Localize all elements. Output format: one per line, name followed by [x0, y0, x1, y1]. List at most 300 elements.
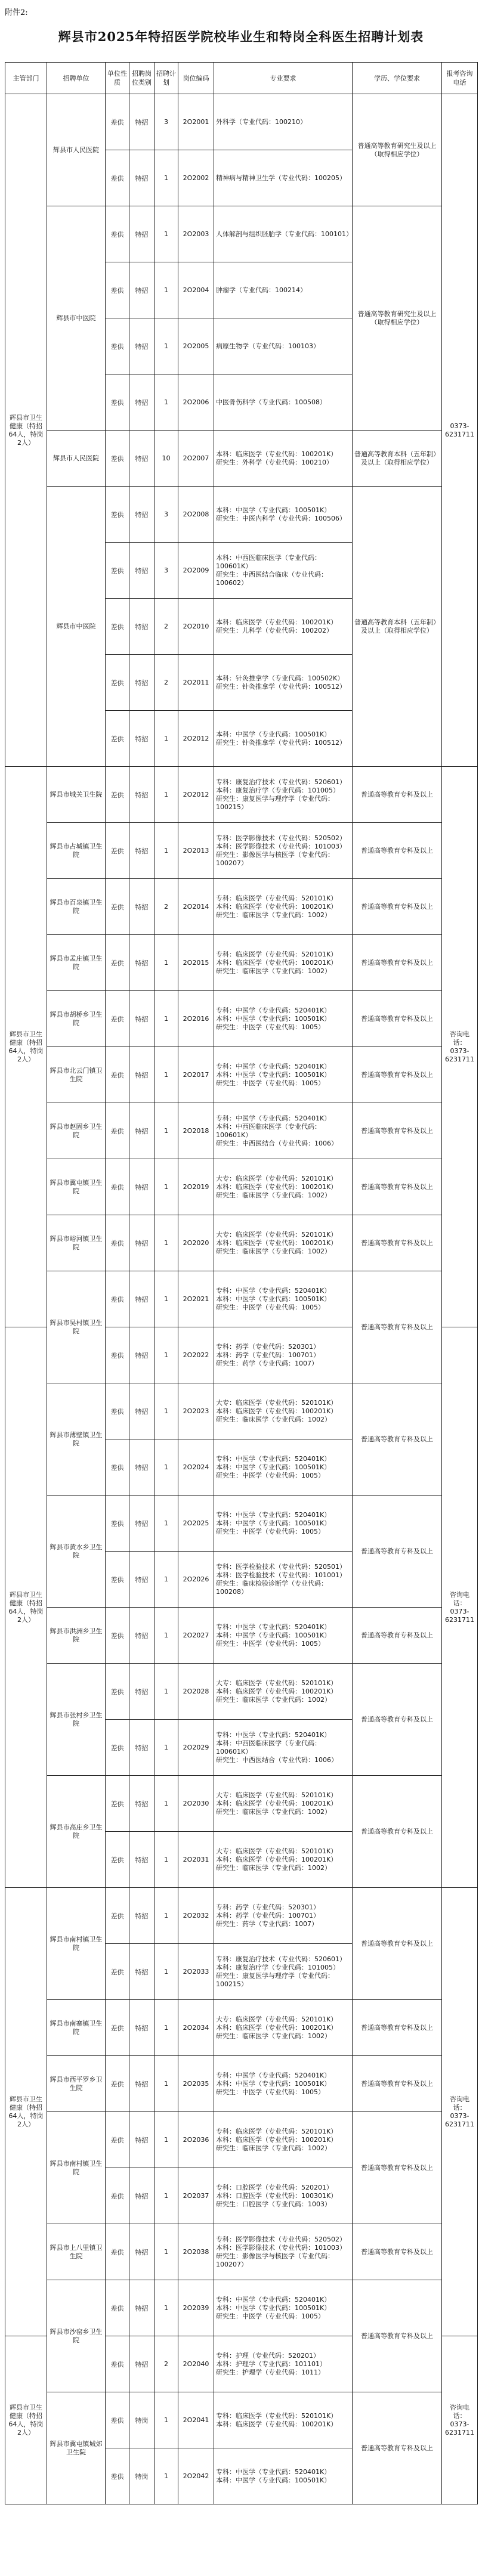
unit-cell: 辉县市南村镇卫生院: [47, 2112, 106, 2224]
nature-cell: 差供: [106, 767, 129, 823]
type-cell: 特招: [129, 1832, 155, 1888]
type-cell: 特招: [129, 2168, 155, 2224]
nature-cell: 差供: [106, 991, 129, 1047]
plan-cell: 1: [155, 2392, 178, 2448]
phone-cell: 0373-6231711: [442, 94, 478, 767]
dept-cell: 辉县市卫生健康（特招64人，特岗2人）: [5, 1327, 47, 1888]
plan-cell: 1: [155, 1271, 178, 1327]
nature-cell: 差供: [106, 599, 129, 655]
unit-cell: 辉县市城关卫生院: [47, 767, 106, 823]
col-header-type: 招聘岗位类别: [129, 63, 155, 94]
nature-cell: 差供: [106, 1496, 129, 1552]
unit-cell: 辉县市上八里镇卫生院: [47, 2224, 106, 2280]
major-cell: 专科：中医学（专业代码：520401K） 本科：中医学（专业代码：100501K） 研究生：中医学（专业代码：1005）: [214, 1496, 353, 1552]
edu-cell: 普通高等教育本科（五年制）及以上（取得相应学位）: [353, 487, 442, 767]
major-cell: 专科：康复治疗技术（专业代码：520601） 本科：康复治疗学（专业代码：101005） 研究生：康复医学与理疗学（专业代码：100215）: [214, 767, 353, 823]
edu-cell: 普通高等教育专科及以上: [353, 1215, 442, 1271]
table-row: [5, 1776, 478, 1832]
major-cell: 本科：中西医临床医学（专业代码：100601K） 研究生：中西医结合临床（专业代码：100602）: [214, 543, 353, 599]
nature-cell: 差供: [106, 2224, 129, 2280]
major-cell: 精神病与精神卫生学（专业代码：100205）: [214, 150, 353, 206]
major-cell: 专科：护理（专业代码：520201） 本科：护理学（专业代码：101101） 研究生：护理学（专业代码：1011）: [214, 2336, 353, 2392]
code-cell: 2O2025: [178, 1496, 214, 1552]
plan-cell: 1: [155, 1215, 178, 1271]
code-cell: 2O2012: [178, 711, 214, 767]
nature-cell: 差供: [106, 1215, 129, 1271]
nature-cell: 差供: [106, 1159, 129, 1215]
plan-cell: 2: [155, 2336, 178, 2392]
col-header-plan: 招聘计划: [155, 63, 178, 94]
code-cell: 2O2019: [178, 1159, 214, 1215]
plan-cell: 1: [155, 1720, 178, 1776]
table-row: [5, 94, 478, 150]
unit-cell: 辉县市北云门镇卫生院: [47, 1047, 106, 1103]
dept-cell: 辉县市卫生健康（特招64人，特岗2人）: [5, 94, 47, 767]
nature-cell: 差供: [106, 262, 129, 318]
nature-cell: 差供: [106, 711, 129, 767]
table-row: [5, 1159, 478, 1215]
nature-cell: 差供: [106, 1383, 129, 1439]
edu-cell: 普通高等教育专科及以上: [353, 2224, 442, 2280]
code-cell: 2O2027: [178, 1608, 214, 1664]
plan-cell: 10: [155, 431, 178, 487]
edu-cell: 普通高等教育研究生及以上（取得相应学位）: [353, 206, 442, 431]
edu-cell: 普通高等教育专科及以上: [353, 2056, 442, 2112]
type-cell: 特招: [129, 935, 155, 991]
type-cell: 特招: [129, 94, 155, 150]
nature-cell: 差供: [106, 1439, 129, 1496]
code-cell: 2O2040: [178, 2336, 214, 2392]
table-row: [5, 1103, 478, 1159]
major-cell: 大专：临床医学（专业代码：520101K） 本科：临床医学（专业代码：100201K） 研究生：临床医学（专业代码：1002）: [214, 1159, 353, 1215]
edu-cell: 普通高等教育专科及以上: [353, 1047, 442, 1103]
major-cell: 本科：针灸推拿学（专业代码：100502K） 研究生：针灸推拿学（专业代码：100512）: [214, 655, 353, 711]
code-cell: 2O2004: [178, 262, 214, 318]
table-row: [5, 879, 478, 935]
table-row: [5, 1888, 478, 1944]
code-cell: 2O2008: [178, 487, 214, 543]
major-cell: 病原生物学（专业代码：100103）: [214, 318, 353, 374]
code-cell: 2O2033: [178, 1944, 214, 2000]
col-header-phone: 报考咨询电话: [442, 63, 478, 94]
nature-cell: 差供: [106, 2112, 129, 2168]
plan-cell: 1: [155, 1832, 178, 1888]
type-cell: 特招: [129, 991, 155, 1047]
type-cell: 特招: [129, 1888, 155, 1944]
major-cell: 肿瘤学（专业代码：100214）: [214, 262, 353, 318]
edu-cell: 普通高等教育专科及以上: [353, 935, 442, 991]
unit-cell: 辉县市中医院: [47, 206, 106, 431]
type-cell: 特招: [129, 879, 155, 935]
major-cell: 本科：中医学（专业代码：100501K） 研究生：中医内科学（专业代码：100506）: [214, 487, 353, 543]
nature-cell: 差供: [106, 879, 129, 935]
table-row: [5, 1383, 478, 1439]
nature-cell: 差供: [106, 543, 129, 599]
edu-cell: 普通高等教育专科及以上: [353, 1383, 442, 1496]
plan-cell: 1: [155, 1047, 178, 1103]
code-cell: 2O2018: [178, 1103, 214, 1159]
code-cell: 2O2023: [178, 1383, 214, 1439]
nature-cell: 差供: [106, 2056, 129, 2112]
nature-cell: 差供: [106, 1271, 129, 1327]
plan-cell: 1: [155, 1888, 178, 1944]
plan-cell: 1: [155, 935, 178, 991]
table-row: [5, 2000, 478, 2056]
plan-cell: 1: [155, 1552, 178, 1608]
table-row: [5, 487, 478, 543]
code-cell: 2O2016: [178, 991, 214, 1047]
major-cell: 专科：医学检验技术（专业代码：520501） 本科：医学检验技术（专业代码：101001） 研究生：临床检验诊断学（专业代码：100208）: [214, 1552, 353, 1608]
type-cell: 特招: [129, 1159, 155, 1215]
major-cell: 大专：临床医学（专业代码：520101K） 本科：临床医学（专业代码：100201K） 研究生：临床医学（专业代码：1002）: [214, 1776, 353, 1832]
nature-cell: 差供: [106, 150, 129, 206]
plan-cell: 1: [155, 2112, 178, 2168]
col-header-dept: 主管部门: [5, 63, 47, 94]
code-cell: 2O2030: [178, 1776, 214, 1832]
unit-cell: 辉县市高庄乡卫生院: [47, 1776, 106, 1888]
unit-cell: 辉县市薄壁镇卫生院: [47, 1383, 106, 1496]
nature-cell: 差供: [106, 655, 129, 711]
code-cell: 2O2038: [178, 2224, 214, 2280]
code-cell: 2O2014: [178, 879, 214, 935]
nature-cell: 差供: [106, 1608, 129, 1664]
major-cell: 专科：中医学（专业代码：520401K） 本科：中医学（专业代码：100501K） 研究生：中医学（专业代码：1005）: [214, 1608, 353, 1664]
nature-cell: 差供: [106, 1327, 129, 1383]
major-cell: 专科：医学影像技术（专业代码：520502） 本科：医学影像技术（专业代码：101003） 研究生：影像医学与核医学（专业代码：100207）: [214, 2224, 353, 2280]
page-title: 辉县市2025年特招医学院校毕业生和特岗全科医生招聘计划表: [58, 29, 424, 44]
major-cell: 专科：中医学（专业代码：520401K） 本科：中医学（专业代码：100501K） 研究生：中医学（专业代码：1005）: [214, 2056, 353, 2112]
type-cell: 特招: [129, 2112, 155, 2168]
nature-cell: 差供: [106, 2336, 129, 2392]
edu-cell: 普通高等教育本科（五年制）及以上（取得相应学位）: [353, 431, 442, 487]
plan-cell: 1: [155, 1159, 178, 1215]
plan-cell: 1: [155, 1608, 178, 1664]
col-header-unit: 招聘单位: [47, 63, 106, 94]
major-cell: 本科：临床医学（专业代码：100201K） 研究生：儿科学（专业代码：100202）: [214, 599, 353, 655]
unit-cell: 辉县市中医院: [47, 487, 106, 767]
code-cell: 2O2020: [178, 1215, 214, 1271]
code-cell: 2O2029: [178, 1720, 214, 1776]
plan-cell: 3: [155, 487, 178, 543]
plan-cell: 1: [155, 206, 178, 262]
plan-cell: 1: [155, 1664, 178, 1720]
table-row: [5, 1608, 478, 1664]
unit-cell: 辉县市冀屯镇卫生院: [47, 1159, 106, 1215]
code-cell: 2O2010: [178, 599, 214, 655]
unit-cell: 辉县市冀屯镇城郊卫生院: [47, 2392, 106, 2504]
plan-cell: 1: [155, 1776, 178, 1832]
code-cell: 2O2042: [178, 2448, 214, 2504]
attachment-label: 附件2:: [5, 8, 28, 17]
plan-cell: 2: [155, 599, 178, 655]
edu-cell: 普通高等教育专科及以上: [353, 823, 442, 879]
major-cell: 专科：药学（专业代码：520301） 本科：药学（专业代码：100701） 研究生：药学（专业代码：1007）: [214, 1327, 353, 1383]
type-cell: 特招: [129, 1608, 155, 1664]
unit-cell: 辉县市黄水乡卫生院: [47, 1496, 106, 1608]
unit-cell: 辉县市占城镇卫生院: [47, 823, 106, 879]
major-cell: 专科：中医学（专业代码：520401K） 本科：中医学（专业代码：100501K） 研究生：中医学（专业代码：1005）: [214, 2280, 353, 2336]
edu-cell: 普通高等教育专科及以上: [353, 1664, 442, 1776]
table-row: [5, 206, 478, 262]
type-cell: 特招: [129, 1776, 155, 1832]
type-cell: 特招: [129, 543, 155, 599]
code-cell: 2O2036: [178, 2112, 214, 2168]
unit-cell: 辉县市南村镇卫生院: [47, 1888, 106, 2000]
table-row: [5, 431, 478, 487]
col-header-nature: 单位性质: [106, 63, 129, 94]
table-row: [5, 2280, 478, 2336]
type-cell: 特招: [129, 599, 155, 655]
major-cell: 专科：中医学（专业代码：520401K） 本科：中医学（专业代码：100501K） 研究生：中医学（专业代码：1005）: [214, 1439, 353, 1496]
plan-cell: 2: [155, 655, 178, 711]
plan-cell: 1: [155, 1103, 178, 1159]
code-cell: 2O2024: [178, 1439, 214, 1496]
edu-cell: 普通高等教育专科及以上: [353, 2392, 442, 2504]
nature-cell: 差供: [106, 2000, 129, 2056]
code-cell: 2O2011: [178, 655, 214, 711]
major-cell: 人体解剖与组织胚胎学（专业代码：100101）: [214, 206, 353, 262]
phone-cell: 咨询电话：0373-6231711: [442, 767, 478, 1327]
unit-cell: 辉县市峪河镇卫生院: [47, 1215, 106, 1271]
edu-cell: 普通高等教育专科及以上: [353, 1776, 442, 1888]
major-cell: 专科：中医学（专业代码：520401K） 本科：中医学（专业代码：100501K） 研究生：中医学（专业代码：1005）: [214, 991, 353, 1047]
nature-cell: 差供: [106, 2168, 129, 2224]
major-cell: 专科：中医学（专业代码：520401K） 本科：中西医临床医学（专业代码：100601K） 研究生：中西医结合（专业代码：1006）: [214, 1720, 353, 1776]
type-cell: 特招: [129, 2224, 155, 2280]
plan-cell: 1: [155, 2000, 178, 2056]
nature-cell: 差供: [106, 1720, 129, 1776]
unit-cell: 辉县市赵固乡卫生院: [47, 1103, 106, 1159]
plan-cell: 1: [155, 1383, 178, 1439]
nature-cell: 差供: [106, 206, 129, 262]
unit-cell: 辉县市西平罗乡卫生院: [47, 2056, 106, 2112]
code-cell: 2O2006: [178, 374, 214, 431]
table-row: [5, 1664, 478, 1720]
col-header-major: 专业要求: [214, 63, 353, 94]
plan-cell: 1: [155, 1944, 178, 2000]
major-cell: 专科：临床医学（专业代码：520101K） 本科：临床医学（专业代码：100201K） 研究生：临床医学（专业代码：1002）: [214, 2112, 353, 2168]
table-row: [5, 1496, 478, 1552]
code-cell: 2O2007: [178, 431, 214, 487]
plan-cell: 1: [155, 150, 178, 206]
code-cell: 2O2003: [178, 206, 214, 262]
major-cell: 大专：临床医学（专业代码：520101K） 本科：临床医学（专业代码：100201K） 研究生：临床医学（专业代码：1002）: [214, 1215, 353, 1271]
nature-cell: 差供: [106, 935, 129, 991]
unit-cell: 辉县市沙窑乡卫生院: [47, 2280, 106, 2392]
type-cell: 特招: [129, 431, 155, 487]
unit-cell: 辉县市吴村镇卫生院: [47, 1271, 106, 1383]
code-cell: 2O2039: [178, 2280, 214, 2336]
table-row: [5, 2112, 478, 2168]
code-cell: 2O2001: [178, 94, 214, 150]
plan-cell: 1: [155, 2280, 178, 2336]
dept-cell: 辉县市卫生健康（特招64人，特岗2人）: [5, 1888, 47, 2336]
unit-cell: 辉县市孟庄镇卫生院: [47, 935, 106, 991]
type-cell: 特招: [129, 2280, 155, 2336]
plan-cell: 1: [155, 2168, 178, 2224]
code-cell: 2O2035: [178, 2056, 214, 2112]
code-cell: 2O2005: [178, 318, 214, 374]
type-cell: 特招: [129, 1215, 155, 1271]
table-row: [5, 767, 478, 823]
nature-cell: 差供: [106, 94, 129, 150]
plan-cell: 1: [155, 2056, 178, 2112]
type-cell: 特招: [129, 1496, 155, 1552]
type-cell: 特招: [129, 1327, 155, 1383]
nature-cell: 差供: [106, 2280, 129, 2336]
table-row: [5, 1271, 478, 1327]
nature-cell: 差供: [106, 374, 129, 431]
type-cell: 特招: [129, 1439, 155, 1496]
unit-cell: 辉县市百泉镇卫生院: [47, 879, 106, 935]
code-cell: 2O2022: [178, 1327, 214, 1383]
edu-cell: 普通高等教育专科及以上: [353, 2280, 442, 2392]
edu-cell: 普通高等教育专科及以上: [353, 879, 442, 935]
type-cell: 特招: [129, 1664, 155, 1720]
type-cell: 特招: [129, 1103, 155, 1159]
unit-cell: 辉县市南寨镇卫生院: [47, 2000, 106, 2056]
code-cell: 2O2009: [178, 543, 214, 599]
recruitment-table: [5, 62, 478, 2504]
plan-cell: 1: [155, 991, 178, 1047]
type-cell: 特招: [129, 2056, 155, 2112]
plan-cell: 1: [155, 823, 178, 879]
plan-cell: 1: [155, 2224, 178, 2280]
type-cell: 特招: [129, 1720, 155, 1776]
major-cell: 专科：临床医学（专业代码：520101K） 本科：临床医学（专业代码：100201K） 研究生：临床医学（专业代码：1002）: [214, 935, 353, 991]
type-cell: 特招: [129, 374, 155, 431]
plan-cell: 1: [155, 1327, 178, 1383]
edu-cell: 普通高等教育专科及以上: [353, 1496, 442, 1608]
nature-cell: 差供: [106, 1776, 129, 1832]
nature-cell: 差供: [106, 1047, 129, 1103]
nature-cell: 差供: [106, 431, 129, 487]
plan-cell: 2: [155, 879, 178, 935]
code-cell: 2O2026: [178, 1552, 214, 1608]
nature-cell: 差供: [106, 2392, 129, 2448]
edu-cell: 普通高等教育研究生及以上（取得相应学位）: [353, 94, 442, 206]
code-cell: 2O2002: [178, 150, 214, 206]
unit-cell: 辉县市人民医院: [47, 94, 106, 206]
major-cell: 大专：临床医学（专业代码：520101K） 本科：临床医学（专业代码：100201K） 研究生：临床医学（专业代码：1002）: [214, 1832, 353, 1888]
edu-cell: 普通高等教育专科及以上: [353, 767, 442, 823]
type-cell: 特招: [129, 655, 155, 711]
plan-cell: 3: [155, 543, 178, 599]
plan-cell: 1: [155, 374, 178, 431]
type-cell: 特招: [129, 1383, 155, 1439]
type-cell: 特招: [129, 1271, 155, 1327]
edu-cell: 普通高等教育专科及以上: [353, 1888, 442, 2000]
code-cell: 2O2037: [178, 2168, 214, 2224]
nature-cell: 差供: [106, 487, 129, 543]
major-cell: 大专：临床医学（专业代码：520101K） 本科：临床医学（专业代码：100201K） 研究生：临床医学（专业代码：1002）: [214, 1383, 353, 1439]
col-header-code: 岗位编码: [178, 63, 214, 94]
major-cell: 专科：中医学（专业代码：520401K） 本科：中医学（专业代码：100501K） 研究生：中医学（专业代码：1005）: [214, 1271, 353, 1327]
nature-cell: 差供: [106, 823, 129, 879]
major-cell: 大专：临床医学（专业代码：520101K） 本科：临床医学（专业代码：100201K） 研究生：临床医学（专业代码：1002）: [214, 1664, 353, 1720]
major-cell: 专科：口腔医学（专业代码：520201） 本科：口腔医学（专业代码：100301K） 研究生：口腔医学（专业代码：1003）: [214, 2168, 353, 2224]
plan-cell: 1: [155, 318, 178, 374]
nature-cell: 差供: [106, 318, 129, 374]
type-cell: 特招: [129, 150, 155, 206]
type-cell: 特招: [129, 2000, 155, 2056]
major-cell: 中医骨伤科学（专业代码：100508）: [214, 374, 353, 431]
type-cell: 特招: [129, 318, 155, 374]
phone-cell: 咨询电话：0373-6231711: [442, 1888, 478, 2336]
type-cell: 特招: [129, 1552, 155, 1608]
plan-cell: 1: [155, 1496, 178, 1552]
type-cell: 特岗: [129, 2392, 155, 2448]
type-cell: 特招: [129, 2336, 155, 2392]
plan-cell: 1: [155, 711, 178, 767]
plan-cell: 1: [155, 1439, 178, 1496]
dept-cell: 辉县市卫生健康（特招64人，特岗2人）: [5, 767, 47, 1327]
type-cell: 特招: [129, 823, 155, 879]
edu-cell: 普通高等教育专科及以上: [353, 1103, 442, 1159]
code-cell: 2O2017: [178, 1047, 214, 1103]
phone-cell: 咨询电话：0373-6231711: [442, 2336, 478, 2504]
nature-cell: 差供: [106, 2448, 129, 2504]
code-cell: 2O2041: [178, 2392, 214, 2448]
major-cell: 外科学（专业代码：100210）: [214, 94, 353, 150]
type-cell: 特招: [129, 262, 155, 318]
type-cell: 特招: [129, 1944, 155, 2000]
major-cell: 专科：药学（专业代码：520301） 本科：药学（专业代码：100701） 研究生：药学（专业代码：1007）: [214, 1888, 353, 1944]
code-cell: 2O2021: [178, 1271, 214, 1327]
dept-cell: 辉县市卫生健康（特招64人，特岗2人）: [5, 2336, 47, 2504]
table-row: [5, 823, 478, 879]
major-cell: 本科：中医学（专业代码：100501K） 研究生：针灸推拿学（专业代码：100512）: [214, 711, 353, 767]
unit-cell: 辉县市人民医院: [47, 431, 106, 487]
edu-cell: 普通高等教育专科及以上: [353, 1271, 442, 1383]
major-cell: 专科：康复治疗技术（专业代码：520601） 本科：康复治疗学（专业代码：101005） 研究生：康复医学与理疗学（专业代码：100215）: [214, 1944, 353, 2000]
code-cell: 2O2031: [178, 1832, 214, 1888]
type-cell: 特招: [129, 711, 155, 767]
code-cell: 2O2032: [178, 1888, 214, 1944]
major-cell: 专科：临床医学（专业代码：520101K） 本科：临床医学（专业代码：100201K）: [214, 2392, 353, 2448]
table-row: [5, 2056, 478, 2112]
code-cell: 2O2012: [178, 767, 214, 823]
nature-cell: 差供: [106, 1944, 129, 2000]
type-cell: 特岗: [129, 2448, 155, 2504]
table-row: [5, 1047, 478, 1103]
table-row: [5, 2224, 478, 2280]
major-cell: 专科：中医学（专业代码：520401K） 本科：中西医临床医学（专业代码：100601K） 研究生：中西医结合（专业代码：1006）: [214, 1103, 353, 1159]
type-cell: 特招: [129, 206, 155, 262]
type-cell: 特招: [129, 1047, 155, 1103]
type-cell: 特招: [129, 767, 155, 823]
unit-cell: 辉县市张村乡卫生院: [47, 1664, 106, 1776]
code-cell: 2O2028: [178, 1664, 214, 1720]
table-row: [5, 935, 478, 991]
plan-cell: 1: [155, 767, 178, 823]
type-cell: 特招: [129, 487, 155, 543]
code-cell: 2O2015: [178, 935, 214, 991]
edu-cell: 普通高等教育专科及以上: [353, 1608, 442, 1664]
nature-cell: 差供: [106, 1888, 129, 1944]
edu-cell: 普通高等教育专科及以上: [353, 1159, 442, 1215]
nature-cell: 差供: [106, 1664, 129, 1720]
col-header-edu: 学历、学位要求: [353, 63, 442, 94]
nature-cell: 差供: [106, 1103, 129, 1159]
major-cell: 专科：临床医学（专业代码：520101K） 本科：临床医学（专业代码：100201K） 研究生：临床医学（专业代码：1002）: [214, 879, 353, 935]
code-cell: 2O2034: [178, 2000, 214, 2056]
table-row: [5, 1215, 478, 1271]
edu-cell: 普通高等教育专科及以上: [353, 2112, 442, 2224]
major-cell: 专科：中医学（专业代码：520401K） 本科：中医学（专业代码：100501K）: [214, 2448, 353, 2504]
plan-cell: 3: [155, 94, 178, 150]
unit-cell: 辉县市胡桥乡卫生院: [47, 991, 106, 1047]
